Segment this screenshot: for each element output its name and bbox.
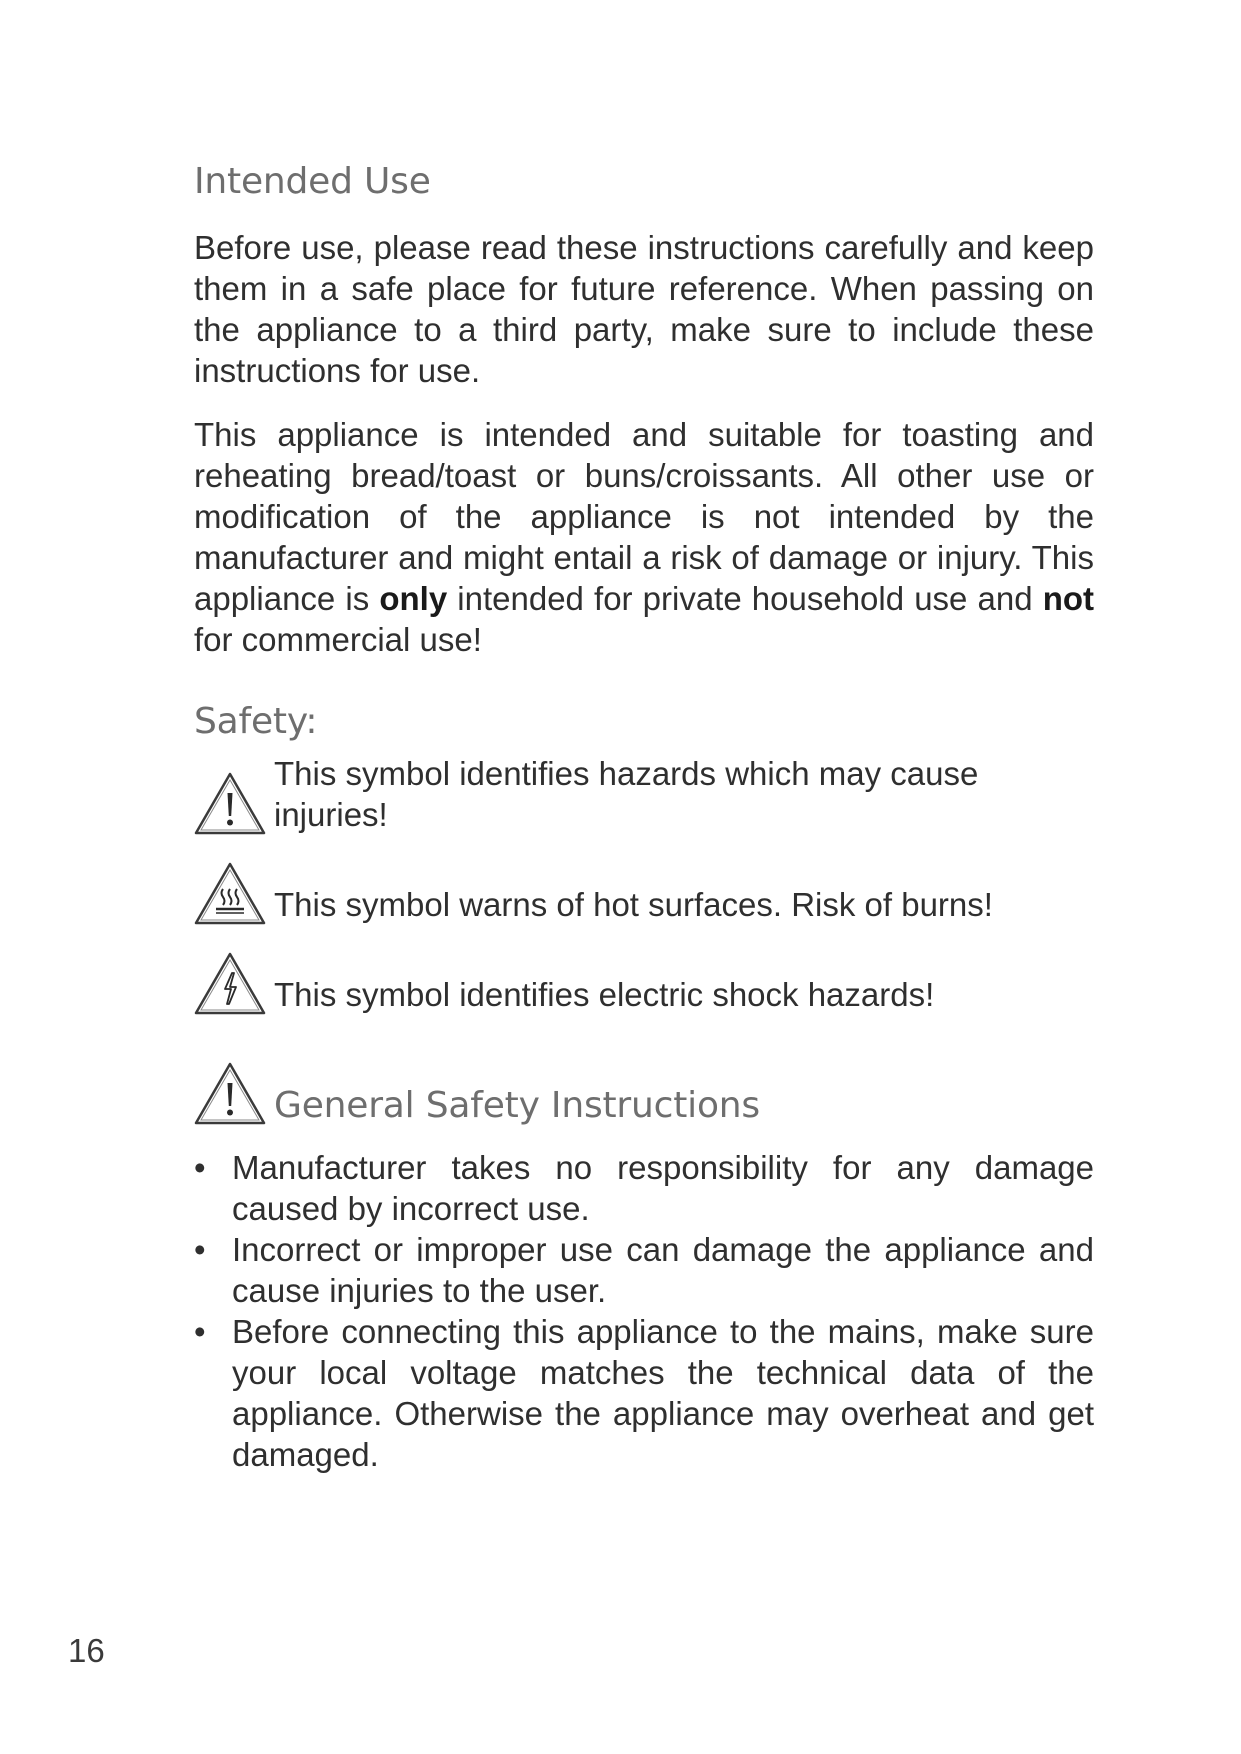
paragraph-2-text-2: intended for private household use and — [447, 580, 1043, 618]
page-content — [194, 160, 1094, 1475]
intended-use-paragraph-2 — [194, 414, 1094, 660]
intended-use-heading: Intended Use — [194, 161, 431, 202]
page-number: 16 — [68, 1632, 105, 1669]
symbol-electric-shock-text: This symbol identifies electric shock hazards! — [274, 976, 935, 1014]
bullet-glyph: • — [194, 1313, 206, 1351]
general-safety-heading-row — [194, 1053, 1094, 1127]
general-safety-list — [194, 1147, 1094, 1475]
paragraph-2-text-1: This appliance is intended and suitable for toasting and reheating bread/toast or buns/croissants. All other use or modification of the appliance is not intended by the manufacturer and might entail a risk of damage or injury. This appliance is — [194, 416, 1094, 618]
general-safety-heading: General Safety Instructions — [274, 1085, 760, 1127]
hot-surface-icon — [194, 861, 266, 927]
list-item-text: Manufacturer takes no responsibility for any damage caused by incorrect use. — [232, 1149, 1094, 1228]
paragraph-2-text-3: for commercial use! — [194, 621, 482, 659]
electric-shock-icon — [194, 951, 266, 1017]
symbol-hot-surface-text: This symbol warns of hot surfaces. Risk of burns! — [274, 886, 993, 924]
bullet-glyph: • — [194, 1149, 206, 1187]
safety-heading: Safety: — [194, 701, 318, 743]
symbol-row-electric-shock — [194, 943, 1094, 1017]
list-item-text: Before connecting this appliance to the mains, make sure your local voltage matches the technical data of the appliance. Otherwise the appliance may overheat and get damaged. — [232, 1313, 1094, 1474]
list-item — [194, 1229, 1094, 1311]
paragraph-2-bold-only: only — [379, 580, 448, 618]
warning-exclamation-icon — [194, 1061, 266, 1127]
warning-exclamation-icon — [194, 771, 266, 837]
list-item — [194, 1311, 1094, 1475]
bullet-glyph: • — [194, 1231, 206, 1269]
symbol-injury-text: This symbol identifies hazards which may cause injuries! — [274, 755, 979, 834]
symbol-row-injury — [194, 755, 1094, 837]
paragraph-2-bold-not: not — [1042, 580, 1094, 618]
intended-use-paragraph-1: Before use, please read these instructions carefully and keep them in a safe place for future reference. When passing on the appliance to a third party, make sure to include these instructions for use. — [194, 229, 1094, 390]
list-item — [194, 1147, 1094, 1229]
symbol-row-hot-surface — [194, 853, 1094, 927]
list-item-text: Incorrect or improper use can damage the appliance and cause injuries to the user. — [232, 1231, 1094, 1310]
